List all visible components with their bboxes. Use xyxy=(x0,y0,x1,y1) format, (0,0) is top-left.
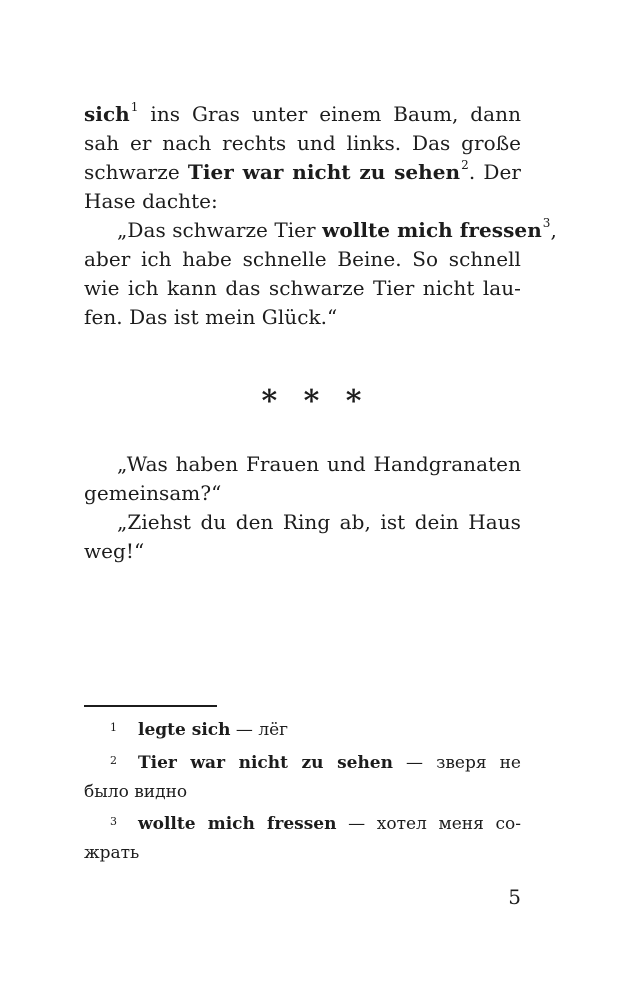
text-line xyxy=(84,216,557,245)
footnote-3 xyxy=(84,810,521,868)
footnote-ref: 2 xyxy=(461,158,469,172)
footnote-continuation: жрать xyxy=(84,843,140,863)
text-fragment: ins Gras unter einem Baum, dann xyxy=(138,102,521,126)
text-line: fen. Das ist mein Glück.“ xyxy=(84,305,338,329)
bold-phrase: wollte mich fressen xyxy=(322,218,542,242)
text-line: weg!“ xyxy=(84,539,145,563)
bold-phrase: sich xyxy=(84,102,130,126)
footnote-number: 1 xyxy=(110,721,117,734)
joke-answer xyxy=(84,508,521,566)
footnote-term: legte sich xyxy=(138,720,231,740)
paragraph-hare-continued xyxy=(84,100,521,216)
text-fragment: „Das schwarze Tier xyxy=(117,218,323,242)
footnote-divider xyxy=(84,705,217,707)
footnote-dash: — xyxy=(230,720,259,740)
footnote-translation: лёг xyxy=(258,720,289,740)
footnote-translation: зверя не xyxy=(436,753,521,773)
page-number: 5 xyxy=(508,885,521,909)
footnote-2 xyxy=(84,749,521,807)
text-fragment: , xyxy=(550,218,557,242)
bold-phrase: Tier war nicht zu sehen xyxy=(187,160,461,184)
text-fragment: . Der xyxy=(468,160,521,184)
text-fragment: schwarze xyxy=(84,160,188,184)
section-separator: * * * xyxy=(261,384,370,419)
footnote-ref: 3 xyxy=(542,216,551,230)
footnote-term: Tier war nicht zu sehen xyxy=(138,753,393,773)
footnote-dash: — xyxy=(336,814,377,834)
paragraph-hare-thought xyxy=(84,216,557,332)
text-line xyxy=(84,100,521,129)
footnote-number: 2 xyxy=(110,754,117,767)
footnote-continuation: было видно xyxy=(84,782,188,802)
text-line: sah er nach rechts und links. Das große xyxy=(84,131,521,155)
footnote-dash: — xyxy=(393,753,437,773)
text-line xyxy=(84,158,521,187)
joke-question xyxy=(84,450,521,508)
text-line: wie ich kann das schwarze Tier nicht lau- xyxy=(84,276,521,300)
text-line xyxy=(84,810,521,839)
footnote-ref: 1 xyxy=(130,100,139,114)
footnote-term: wollte mich fressen xyxy=(138,814,337,834)
text-line: „Ziehst du den Ring ab, ist dein Haus xyxy=(117,510,521,534)
text-line: Hase dachte: xyxy=(84,189,218,213)
footnote-number: 3 xyxy=(110,815,117,828)
text-line: gemeinsam?“ xyxy=(84,481,222,505)
text-line xyxy=(84,749,521,778)
footnote-translation: хотел меня со- xyxy=(376,814,521,834)
text-line: aber ich habe schnelle Beine. So schnell xyxy=(84,247,521,271)
text-line: „Was haben Frauen und Handgranaten xyxy=(117,452,521,476)
footnote-1 xyxy=(84,716,521,745)
